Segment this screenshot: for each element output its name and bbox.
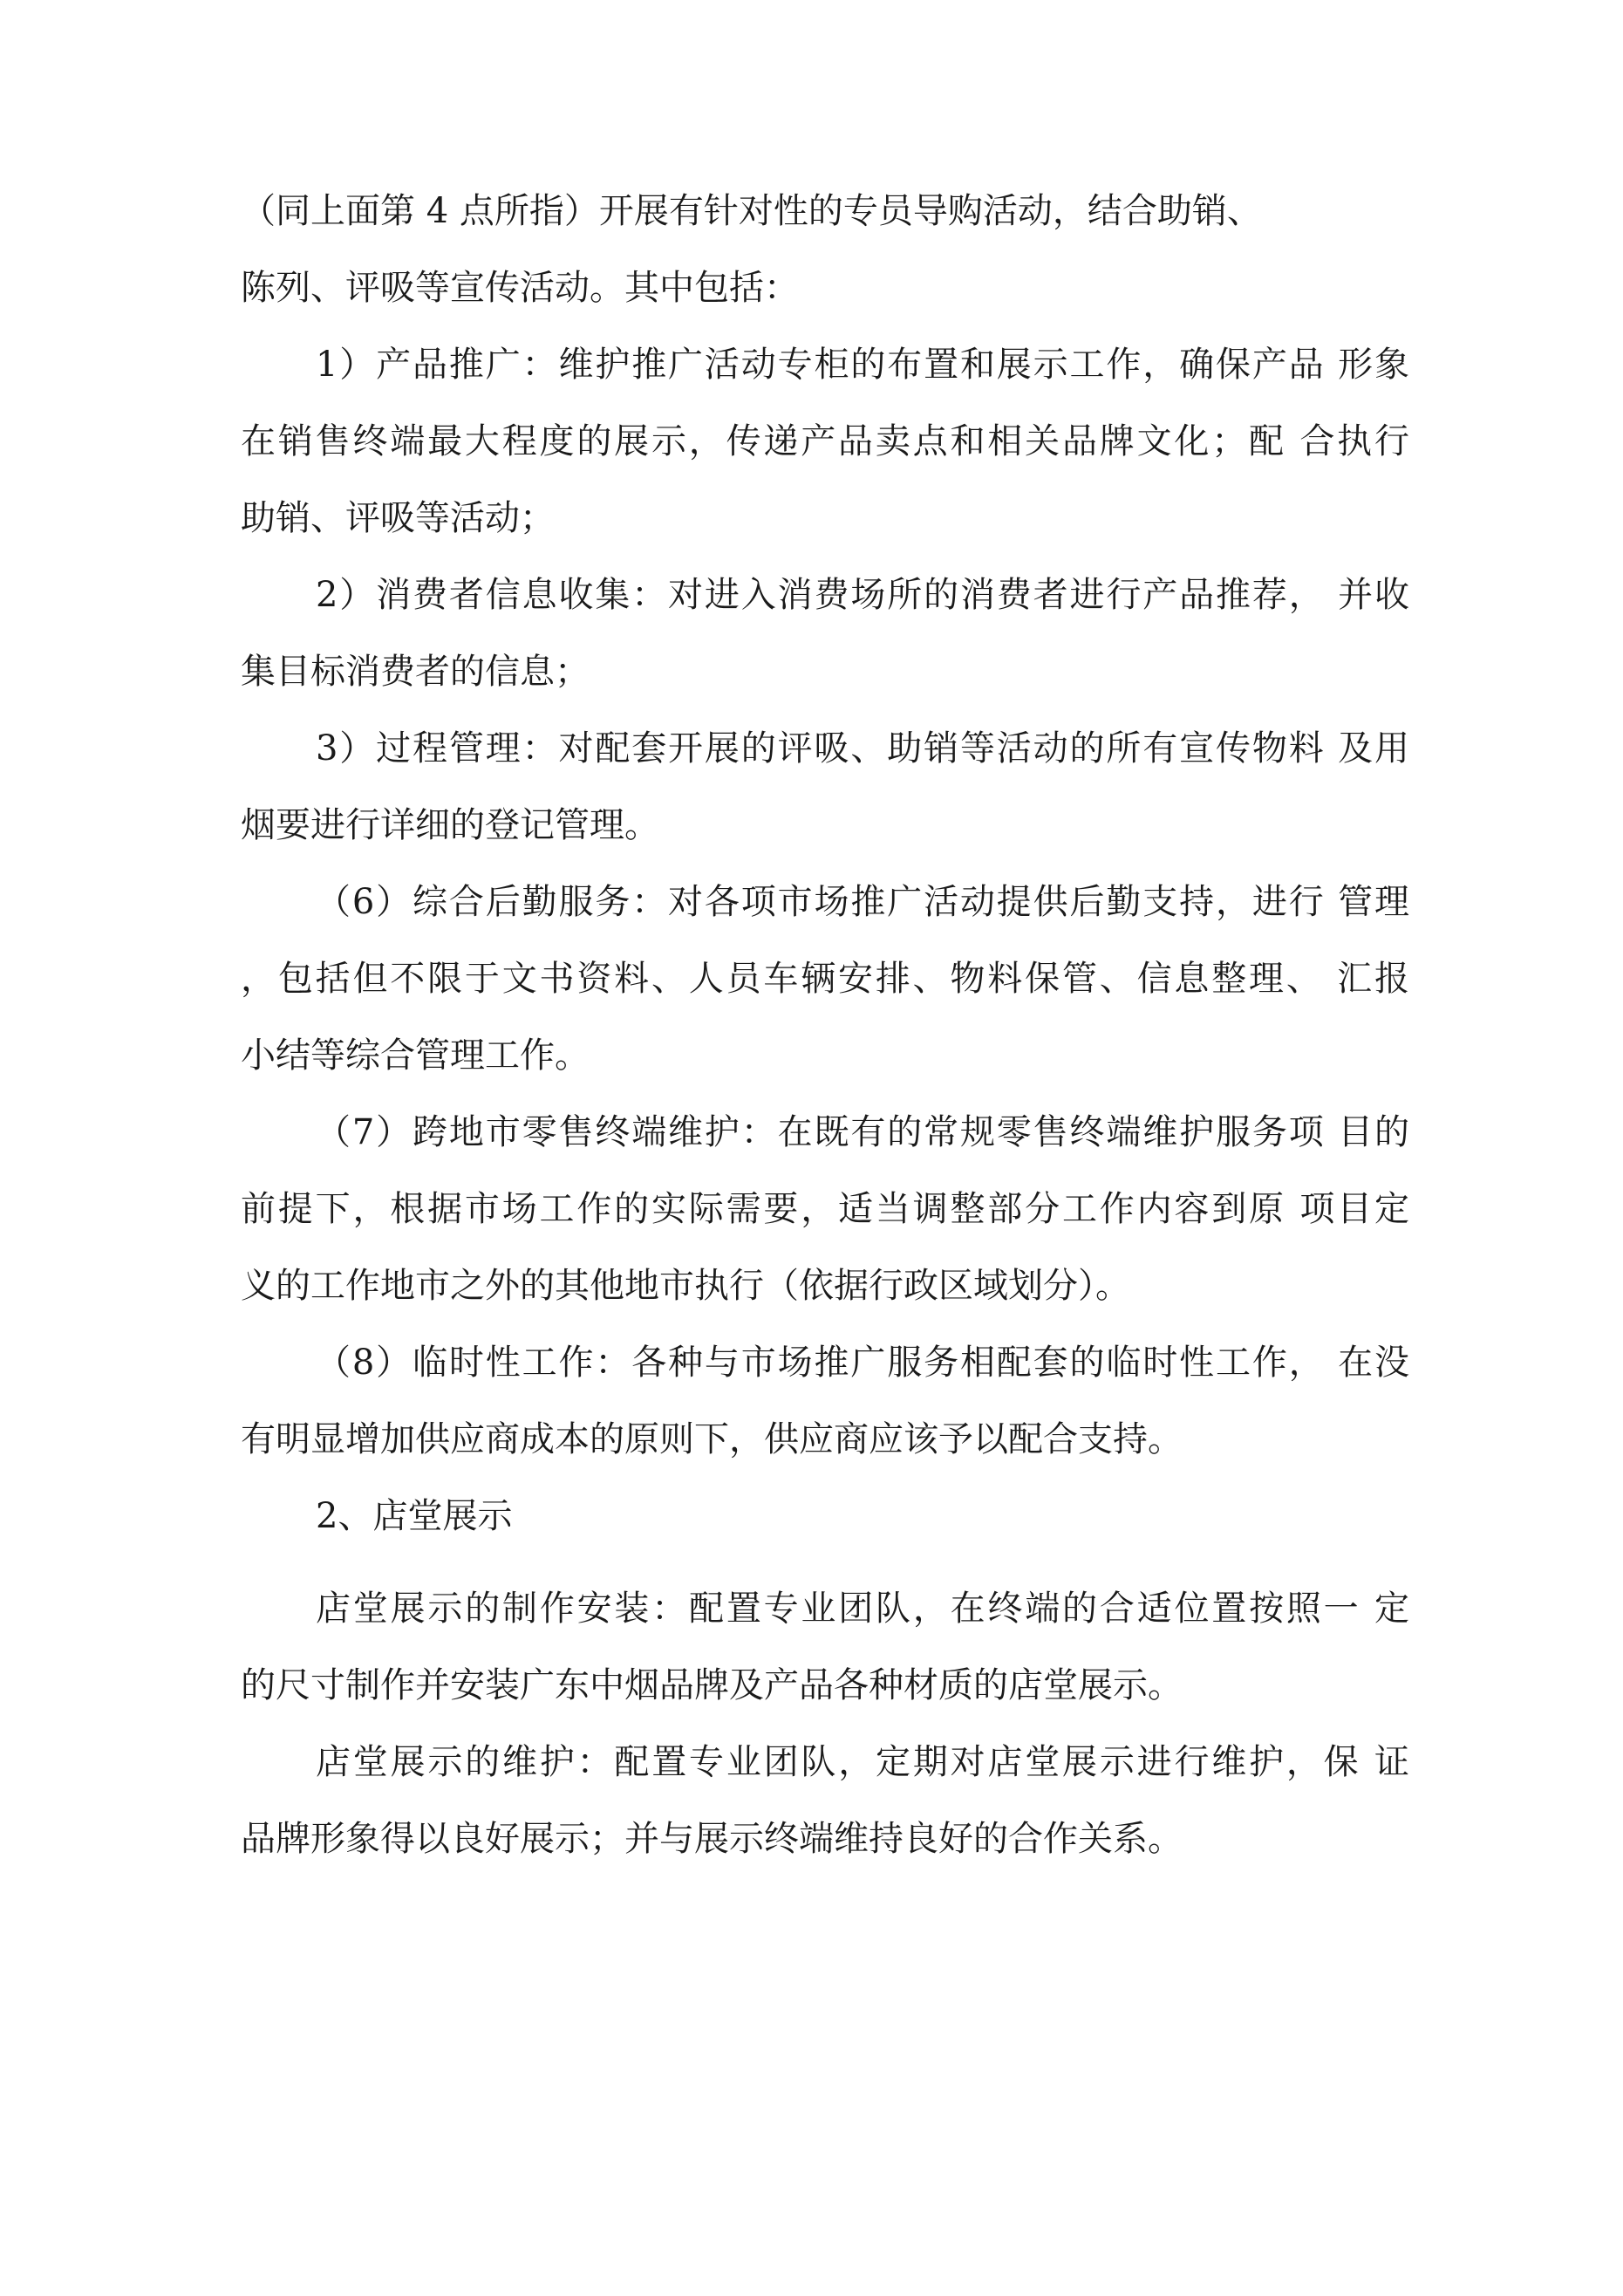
paragraph-line: 集目标消费者的信息； xyxy=(241,652,590,692)
paragraph-line: 烟要进行详细的登记管理。 xyxy=(241,805,659,845)
list-item-product-promotion: 1）产品推广：维护推广活动专柜的布置和展示工作，确保产品 形象 xyxy=(316,345,1409,385)
list-item-logistics-service: （6）综合后勤服务：对各项市场推广活动提供后勤支持，进行 管理 xyxy=(316,882,1409,922)
list-item-process-management: 3）过程管理：对配套开展的评吸、助销等活动的所有宣传物料 及用 xyxy=(316,728,1409,769)
paragraph-line: 有明显增加供应商成本的原则下，供应商应该予以配合支持。 xyxy=(241,1419,1183,1459)
paragraph-line: 义的工作地市之外的其他地市执行（依据行政区域划分）。 xyxy=(241,1266,1130,1306)
paragraph-line: （同上面第 4 点所指）开展有针对性的专员导购活动，结合助销、 xyxy=(241,191,1262,231)
list-item-cross-city-maintenance: （7）跨地市零售终端维护：在既有的常规零售终端维护服务项 目的 xyxy=(316,1112,1409,1152)
paragraph-store-display-maintenance: 店堂展示的维护：配置专业团队，定期对店堂展示进行维护，保 证 xyxy=(316,1742,1409,1782)
paragraph-line: 在销售终端最大程度的展示，传递产品卖点和相关品牌文化；配 合执行 xyxy=(241,421,1409,461)
paragraph-line: 助销、评吸等活动； xyxy=(241,498,555,538)
paragraph-line: 品牌形象得以良好展示；并与展示终端维持良好的合作关系。 xyxy=(241,1819,1183,1859)
list-item-temporary-work: （8）临时性工作：各种与市场推广服务相配套的临时性工作， 在没 xyxy=(316,1343,1409,1383)
paragraph-line: 前提下，根据市场工作的实际需要，适当调整部分工作内容到原 项目定 xyxy=(241,1189,1409,1229)
paragraph-line: 陈列、评吸等宣传活动。其中包括： xyxy=(241,268,799,308)
paragraph-line: ，包括但不限于文书资料、人员车辆安排、物料保管、信息整理、 汇报 xyxy=(241,959,1409,999)
paragraph-store-display-installation: 店堂展示的制作安装：配置专业团队，在终端的合适位置按照一 定 xyxy=(316,1589,1409,1629)
paragraph-line: 的尺寸制作并安装广东中烟品牌及产品各种材质的店堂展示。 xyxy=(241,1665,1183,1705)
list-item-consumer-info: 2）消费者信息收集：对进入消费场所的消费者进行产品推荐， 并收 xyxy=(316,575,1409,615)
paragraph-line: 小结等综合管理工作。 xyxy=(241,1035,590,1076)
section-heading-store-display: 2、店堂展示 xyxy=(316,1496,513,1536)
